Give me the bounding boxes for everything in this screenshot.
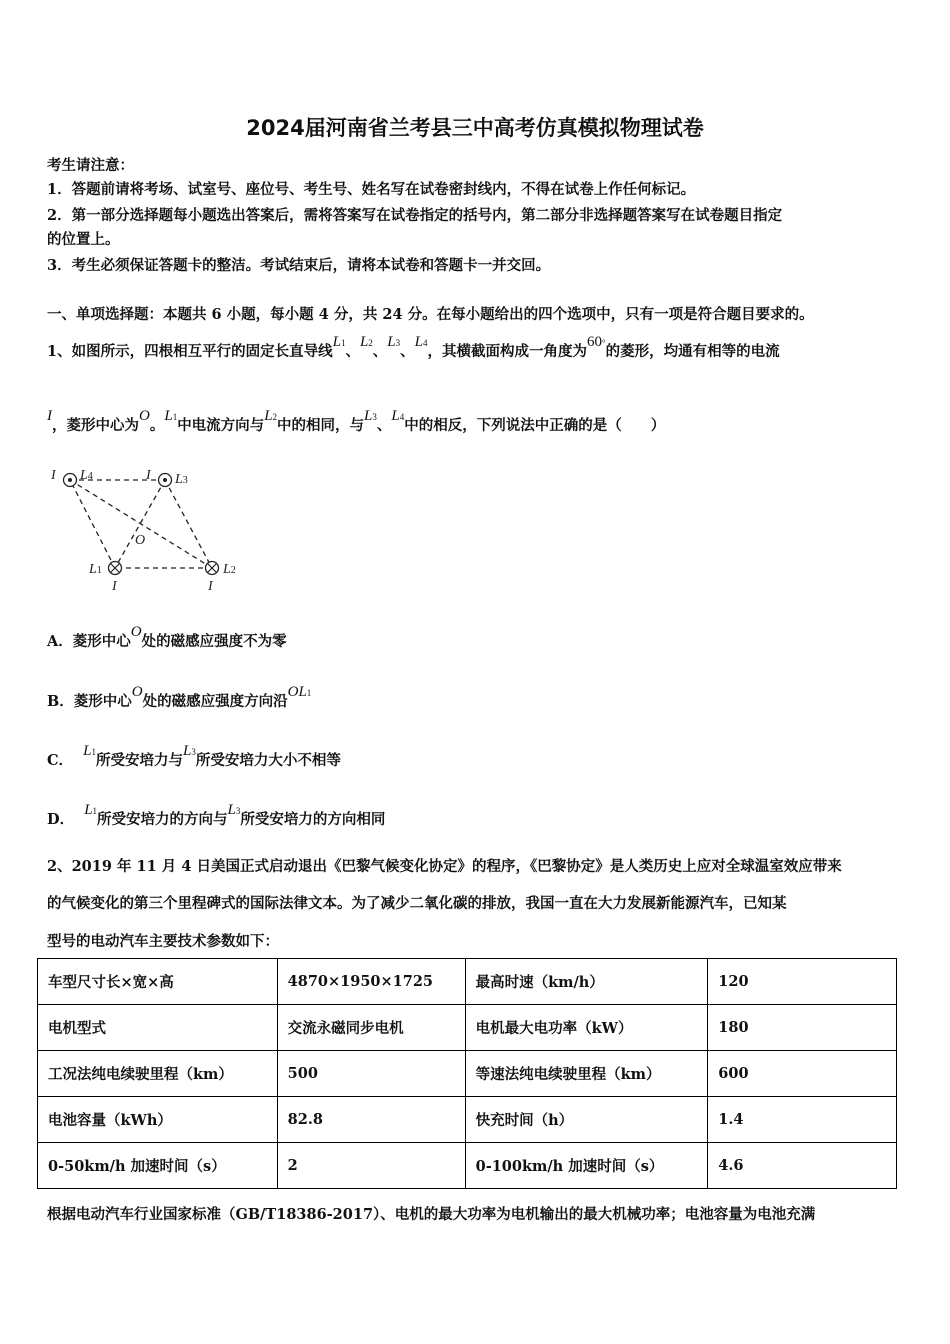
option-c[interactable]: C． L1所受安培力与L3所受安培力大小不相等 [47, 743, 341, 769]
symbol-L1: L1 [332, 334, 346, 350]
label-L2: L2 [223, 562, 236, 577]
option-b[interactable]: B．菱形中心O处的磁感应强度方向沿OL1 [47, 684, 312, 710]
rhombus-dashed-lines [70, 480, 212, 568]
symbol-O: O [139, 408, 150, 424]
table-cell: 180 [708, 1005, 897, 1051]
table-cell: 4870×1950×1725 [277, 959, 465, 1005]
label-I-L4: I [51, 468, 56, 483]
table-cell: 电池容量（kWh） [38, 1097, 278, 1143]
option-a[interactable]: A．菱形中心O处的磁感应强度不为零 [47, 624, 287, 650]
wire-L2-in-icon [206, 562, 219, 575]
table-cell: 电机型式 [38, 1005, 278, 1051]
question-2-line-1: 2、2019 年 11 月 4 日美国正式启动退出《巴黎气候变化协定》的程序，《巴黎协定》是人类历史上应对全球温室效应带来 [47, 858, 842, 875]
label-O: O [135, 533, 146, 548]
table-cell: 4.6 [708, 1143, 897, 1189]
table-cell: 电机最大电功率（kW） [465, 1005, 708, 1051]
symbol-L2: L2 [264, 408, 278, 424]
table-cell: 82.8 [277, 1097, 465, 1143]
question-1-stem-line-2: I，菱形中心为O。L1中电流方向与L2中的相同，与L3、L4中的相反，下列说法中正确的是（ ） [47, 408, 666, 434]
wire-L1-in-icon [109, 562, 122, 575]
table-cell: 500 [277, 1051, 465, 1097]
table-cell: 0-50km/h 加速时间（s） [38, 1143, 278, 1189]
wire-L3-out-icon [159, 474, 172, 487]
symbol-L3: L3 [364, 408, 377, 424]
table-cell: 2 [277, 1143, 465, 1189]
table-cell: 工况法纯电续驶里程（km） [38, 1051, 278, 1097]
symbol-L4: L4 [414, 334, 428, 350]
symbol-I: I [47, 408, 52, 424]
table-cell: 交流永磁同步电机 [277, 1005, 465, 1051]
question-2-line-2: 的气候变化的第三个里程碑式的国际法律文本。为了减少二氧化碳的排放，我国一直在大力发展新能源汽车，已知某 [47, 895, 787, 912]
question-1-stem-line-1: 1、如图所示，四根相互平行的固定长直导线L1、L2、L3、L4，其横截面构成一角度为60°的菱形，均通有相等的电流 [47, 334, 780, 360]
table-cell: 最高时速（km/h） [465, 959, 708, 1005]
question-2-line-3: 型号的电动汽车主要技术参数如下： [47, 933, 279, 950]
label-L4: L4 [80, 468, 93, 483]
wire-L4-out-icon [64, 474, 77, 487]
notice-heading: 考生请注意： [47, 157, 134, 174]
symbol-L2: L2 [359, 334, 373, 350]
page-title: 2024届河南省兰考县三中高考仿真模拟物理试卷 [246, 116, 704, 140]
table-cell: 车型尺寸长×宽×高 [38, 959, 278, 1005]
option-d[interactable]: D． L1所受安培力的方向与L3所受安培力的方向相同 [47, 802, 386, 828]
label-L1: L1 [89, 562, 102, 577]
table-cell: 等速法纯电续驶里程（km） [465, 1051, 708, 1097]
label-I-L3: I [146, 468, 151, 483]
table-row [38, 959, 897, 1005]
table-row [38, 1005, 897, 1051]
notice-item-2-line-2: 的位置上。 [47, 231, 120, 248]
table-cell: 600 [708, 1051, 897, 1097]
table-row [38, 1051, 897, 1097]
symbol-L4: L4 [391, 408, 405, 424]
notice-item-3: 3．考生必须保证答题卡的整洁。考试结束后，请将本试卷和答题卡一并交回。 [47, 257, 551, 274]
question-2-line-4: 根据电动汽车行业国家标准（GB/T18386-2017）、电机的最大功率为电机输出的最大机械功率；电池容量为电池充满 [47, 1206, 816, 1223]
table-cell: 120 [708, 959, 897, 1005]
symbol-L3: L3 [387, 334, 401, 350]
rhombus-wires-figure [45, 460, 255, 595]
symbol-L1: L1 [164, 408, 178, 424]
table-row [38, 1143, 897, 1189]
table-cell: 快充时间（h） [465, 1097, 708, 1143]
angle-60: 60° [586, 334, 606, 350]
section-heading-single-choice: 一、单项选择题：本题共 6 小题，每小题 4 分，共 24 分。在每小题给出的四个选项中，只有一项是符合题目要求的。 [47, 306, 814, 323]
table-cell: 0-100km/h 加速时间（s） [465, 1143, 708, 1189]
notice-item-1: 1．答题前请将考场、试室号、座位号、考生号、姓名写在试卷密封线内，不得在试卷上作任何标记。 [47, 181, 696, 198]
vehicle-parameters-table [37, 958, 897, 1189]
table-row [38, 1097, 897, 1143]
notice-item-2-line-1: 2．第一部分选择题每小题选出答案后，需将答案写在试卷指定的括号内，第二部分非选择题答案写在试卷题目指定 [47, 207, 783, 224]
label-I-L2: I [208, 579, 213, 594]
table-cell: 1.4 [708, 1097, 897, 1143]
label-I-L1: I [112, 579, 117, 594]
label-L3: L3 [175, 472, 188, 487]
